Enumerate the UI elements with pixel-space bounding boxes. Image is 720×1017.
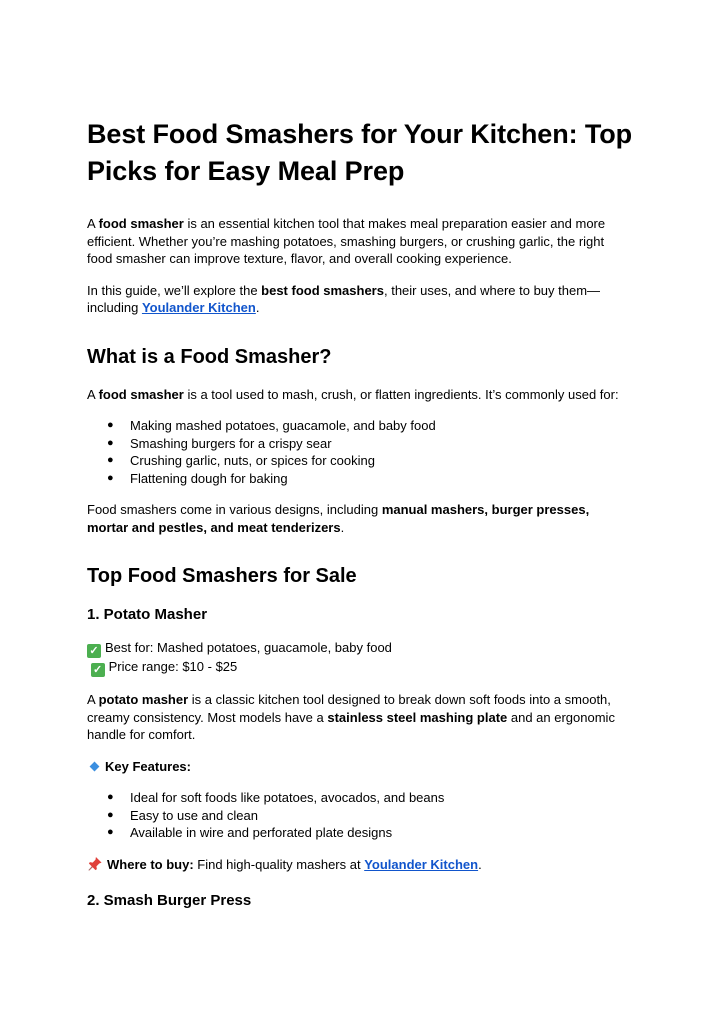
check-mark-icon: ✓ <box>91 663 105 677</box>
list-item: ● Flattening dough for baking <box>107 470 288 486</box>
subheading-smash-burger-press: 2. Smash Burger Press <box>87 892 252 909</box>
potato-specs: ✓ Best for: Mashed potatoes, guacamole, baby food ✓ Price range: $10 - $25 <box>87 639 633 677</box>
youlander-kitchen-link[interactable]: Youlander Kitchen <box>364 856 479 872</box>
check-mark-icon: ✓ <box>87 644 101 658</box>
features-list <box>87 789 633 842</box>
youlander-kitchen-link[interactable]: Youlander Kitchen <box>141 300 256 315</box>
list-item: ● Available in wire and perforated plate designs <box>107 825 393 840</box>
where-to-buy: Where to buy: Find high-quality mashers at Youlander Kitchen. <box>87 856 633 874</box>
uses-list <box>87 417 633 487</box>
blue-diamond-icon <box>90 762 100 772</box>
subheading-potato-masher: 1. Potato Masher <box>87 606 208 623</box>
list-item: ● Easy to use and clean <box>107 807 258 823</box>
bullet-icon: ● <box>107 436 114 449</box>
section-heading-what: What is a Food Smasher? <box>87 345 332 368</box>
bullet-icon: ● <box>107 419 114 431</box>
bullet-icon: ● <box>107 471 114 484</box>
intro-paragraph-1: A food smasher is an essential kitchen tool that makes meal preparation easier and more efficient. Whether you’re mashing potatoes, smashing burgers, or crushing garlic, the right food smasher can improve texture, flavor, and overall cooking experience. <box>87 216 606 266</box>
page-title: Best Food Smashers for Your Kitchen: Top Picks for Easy Meal Prep <box>87 119 633 186</box>
potato-description: A potato masher is a classic kitchen tool designed to break down soft foods into a smooth, creamy consistency. Most models have a stainless steel mashing plate and an ergonomic handle for comfort. <box>87 692 615 742</box>
pushpin-icon <box>87 856 103 871</box>
bullet-icon: ● <box>107 791 114 803</box>
bullet-icon: ● <box>107 808 114 821</box>
intro-paragraph-2: In this guide, we’ll explore the best food smashers, their uses, and where to buy them—including Youlander Kitchen. <box>87 282 601 315</box>
list-item: ● Ideal for soft foods like potatoes, avocados, and beans <box>107 790 445 805</box>
what-paragraph-1: A food smasher is a tool used to mash, crush, or flatten ingredients. It’s commonly used for: <box>87 386 619 402</box>
bullet-icon: ● <box>107 454 114 466</box>
list-item: ● Smashing burgers for a crispy sear <box>107 435 332 451</box>
key-features-label: Key Features: <box>87 758 633 776</box>
list-item: ● Crushing garlic, nuts, or spices for cooking <box>107 453 375 468</box>
list-item: ● Making mashed potatoes, guacamole, and baby food <box>107 418 436 433</box>
bullet-icon: ● <box>107 826 114 838</box>
what-paragraph-2: Food smashers come in various designs, including manual mashers, burger presses, mortar and pestles, and meat tenderizers. <box>87 502 590 535</box>
section-heading-top: Top Food Smashers for Sale <box>87 565 357 587</box>
